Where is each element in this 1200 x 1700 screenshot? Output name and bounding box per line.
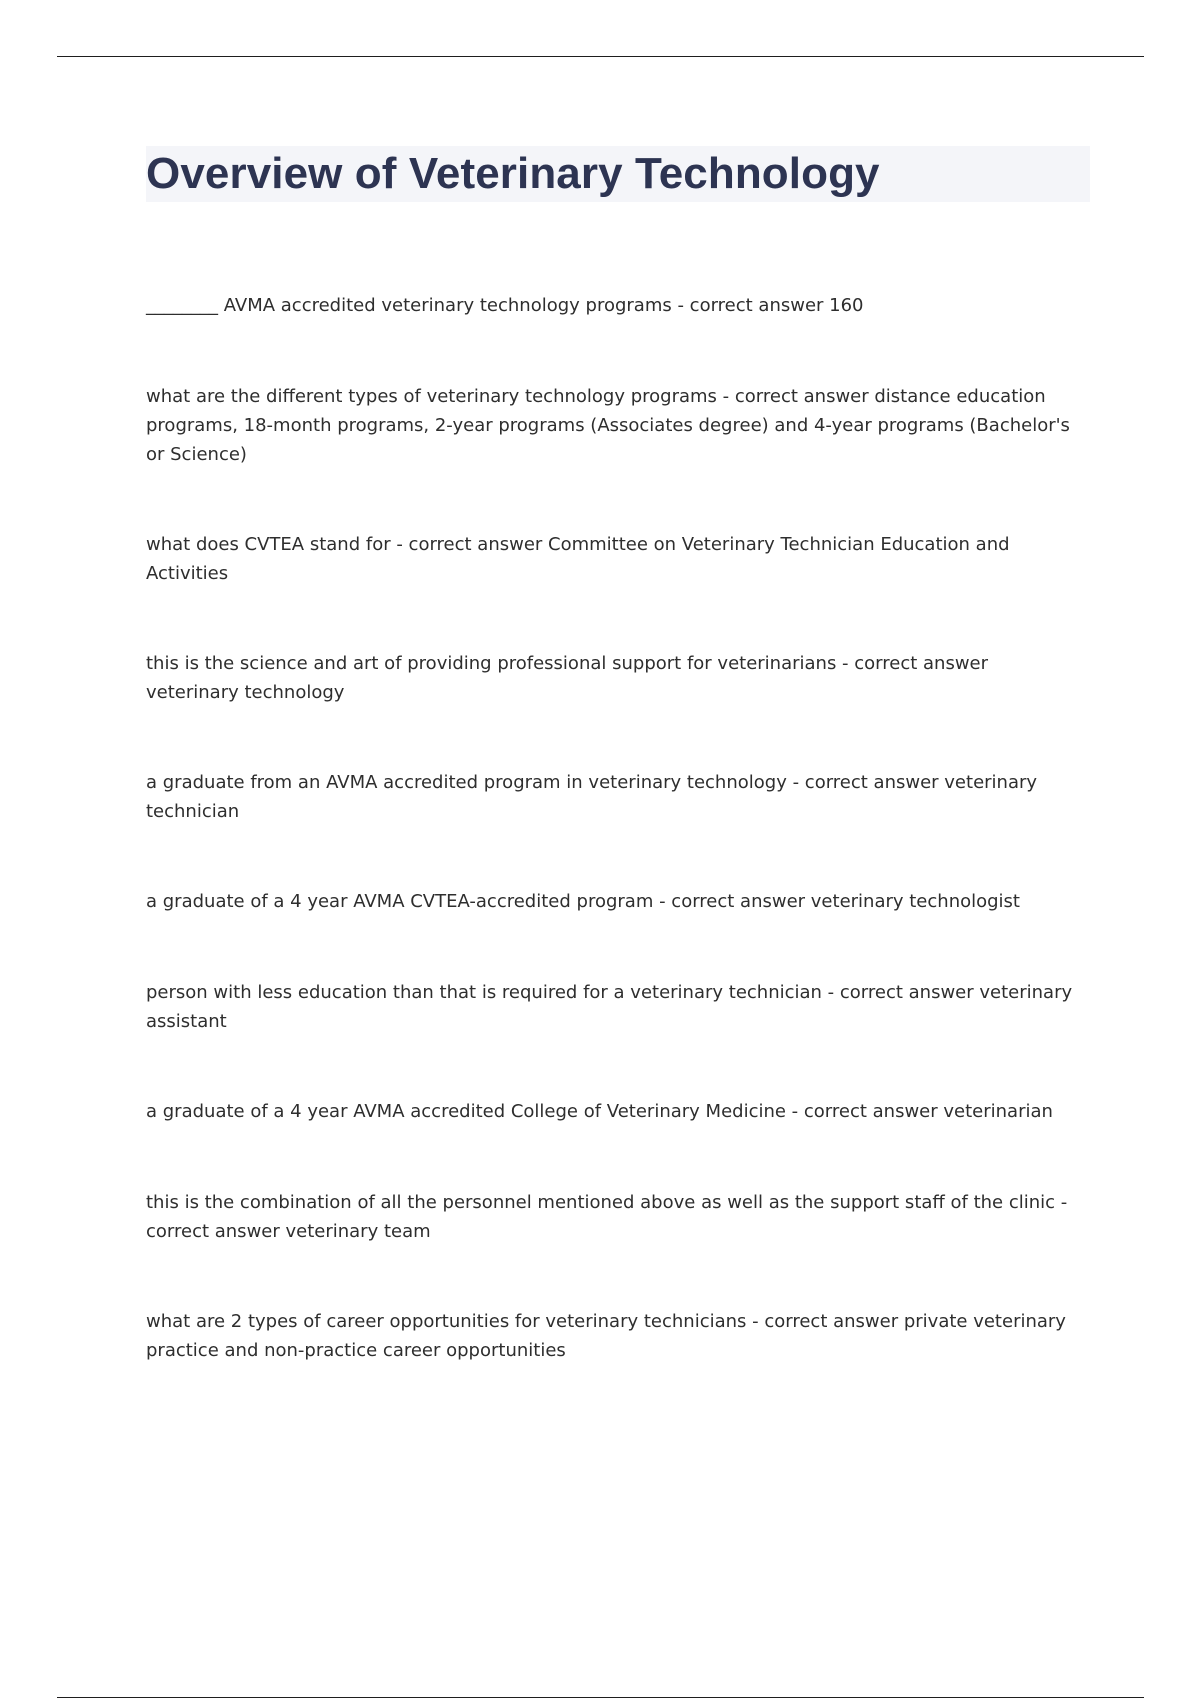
qa-answer: veterinary team <box>285 1221 431 1242</box>
qa-question: what are 2 types of career opportunities for veterinary technicians <box>146 1311 747 1332</box>
qa-list <box>146 291 1086 1426</box>
qa-answer: veterinary assistant <box>146 982 1073 1032</box>
qa-item <box>146 649 1086 707</box>
qa-separator: - correct answer <box>746 1311 904 1332</box>
qa-answer: 160 <box>829 295 864 316</box>
qa-question: this is the combination of all the personnel mentioned above as well as the support staff of the clinic <box>146 1192 1056 1213</box>
qa-question: a graduate from an AVMA accredited program in veterinary technology <box>146 772 787 793</box>
qa-question: a graduate of a 4 year AVMA CVTEA-accredited program <box>146 891 654 912</box>
qa-question: what are the different types of veterinary technology programs <box>146 386 717 407</box>
qa-separator: - correct answer <box>821 982 980 1003</box>
qa-answer: veterinary technologist <box>810 891 1020 912</box>
qa-separator: - correct answer <box>653 891 811 912</box>
qa-answer: veterinary technician <box>146 772 1038 822</box>
qa-question: person with less education than that is required for a veterinary technician <box>146 982 822 1003</box>
qa-answer: distance education programs, 18-month programs, 2-year programs (Associates degree) and 4-year programs (Bachelor's or Science) <box>146 386 1070 465</box>
qa-item <box>146 978 1086 1036</box>
qa-item <box>146 768 1086 826</box>
qa-separator: - correct answer <box>836 653 989 674</box>
qa-answer: private veterinary practice and non-practice career opportunities <box>146 1311 1066 1361</box>
qa-answer: Committee on Veterinary Technician Education and Activities <box>146 534 1010 584</box>
qa-item <box>146 382 1086 469</box>
qa-separator: - correct answer <box>785 1101 944 1122</box>
qa-question: a graduate of a 4 year AVMA accredited College of Veterinary Medicine <box>146 1101 786 1122</box>
qa-item <box>146 1097 1086 1126</box>
qa-item <box>146 530 1086 588</box>
page-title: Overview of Veterinary Technology <box>146 149 880 198</box>
top-divider <box>57 56 1144 57</box>
qa-answer: veterinary technology <box>146 682 345 703</box>
qa-answer: veterinarian <box>943 1101 1053 1122</box>
qa-separator: - correct answer <box>716 386 875 407</box>
qa-question: what does CVTEA stand for <box>146 534 391 555</box>
qa-item <box>146 887 1086 916</box>
qa-question: this is the science and art of providing professional support for veterinarians <box>146 653 837 674</box>
qa-item <box>146 291 1086 320</box>
qa-item <box>146 1307 1086 1365</box>
qa-question: ________ AVMA accredited veterinary technology programs <box>146 295 672 316</box>
qa-separator: - correct answer <box>146 1192 1068 1242</box>
qa-separator: - correct answer <box>786 772 945 793</box>
qa-item <box>146 1188 1086 1246</box>
qa-separator: - correct answer <box>390 534 549 555</box>
bottom-divider <box>57 1697 1144 1698</box>
qa-separator: - correct answer <box>671 295 830 316</box>
